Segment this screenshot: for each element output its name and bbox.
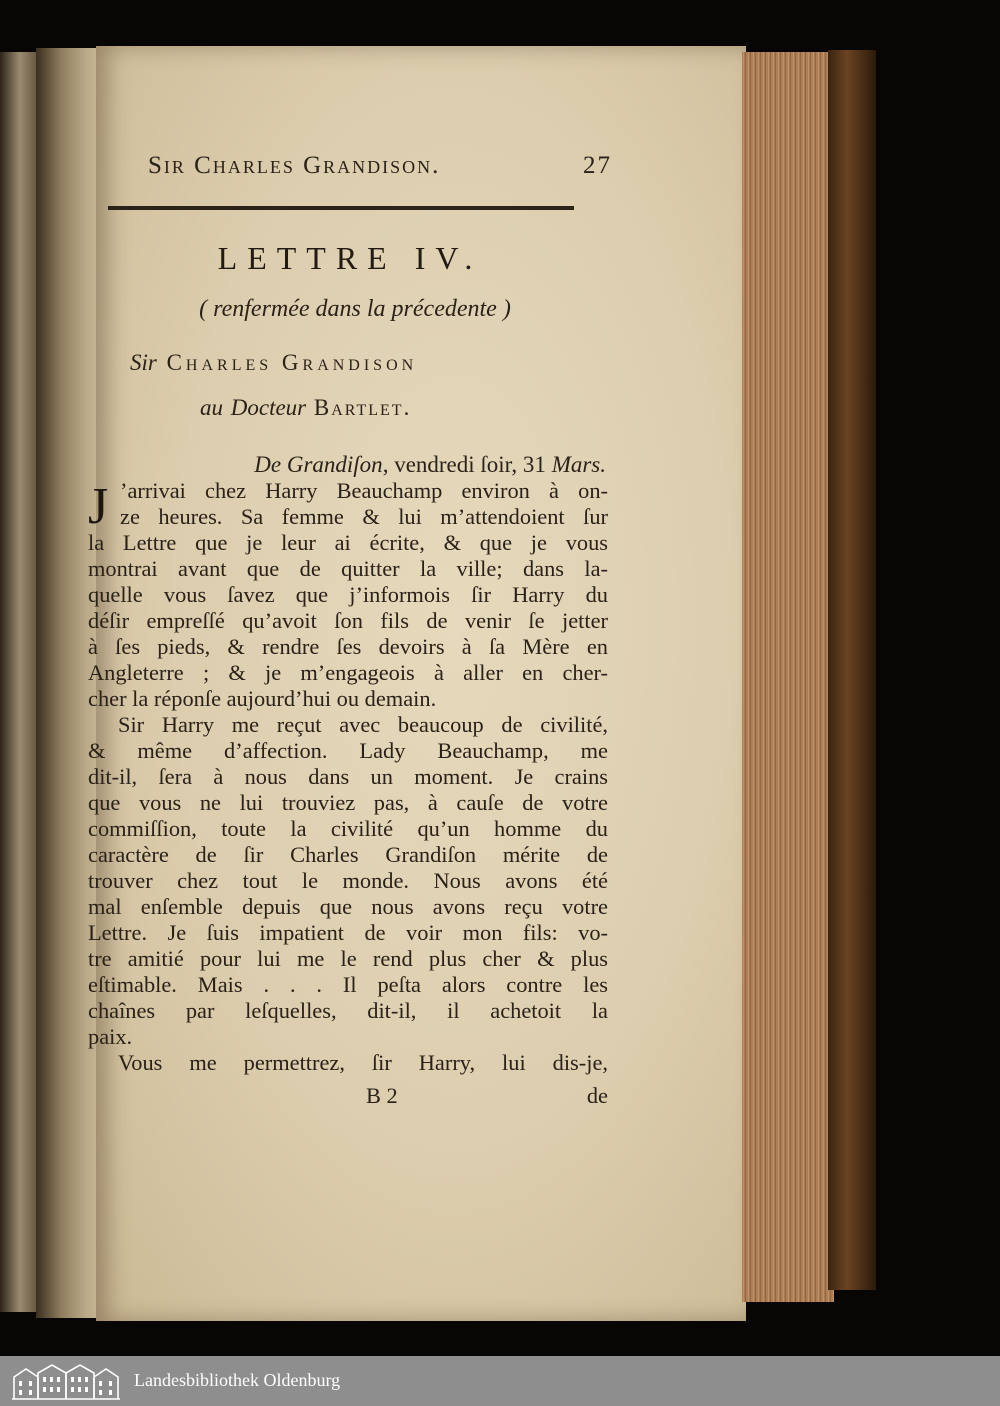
letter-recipient — [200, 395, 600, 421]
letter-subtitle: ( renfermée dans la précedente ) — [199, 296, 511, 322]
first-paragraph — [88, 478, 608, 535]
page-header — [148, 152, 612, 192]
text-line: à ſes pieds, & rendre ſes devoirs à ſa Mère en — [88, 634, 608, 659]
page-number: 27 — [583, 152, 612, 179]
letter-body — [88, 478, 608, 1076]
text-line: mal enſemble depuis que nous avons reçu votre — [88, 894, 608, 919]
text-line: ’arrivai chez Harry Beauchamp environ à on- — [120, 478, 608, 503]
text-line: tre amitié pour lui me le rend plus cher & plus — [88, 946, 608, 971]
dateline-month: Mars. — [551, 452, 606, 477]
institution-name: Landesbibliothek Oldenburg — [134, 1370, 341, 1390]
text-line: dit-il, ſera à nous dans un moment. Je crains — [88, 764, 608, 789]
header-rule — [108, 206, 574, 210]
catchword: de — [586, 1083, 608, 1108]
book-cover — [828, 50, 876, 1290]
text-line: Sir Harry me reçut avec beaucoup de civilité, — [118, 712, 608, 737]
dateline — [180, 452, 606, 478]
library-building-icon — [12, 1361, 122, 1401]
text-line: que vous ne lui trouviez pas, à cauſe de votre — [88, 790, 608, 815]
dateline-place: De Grandiſon — [254, 452, 383, 477]
text-line: Vous me permettrez, ſir Harry, lui dis-je, — [118, 1050, 608, 1075]
page-edges — [742, 52, 834, 1302]
text-line: déſir empreſſé qu’avoit ſon fils de venir ſe jetter — [88, 608, 608, 633]
text-line: eſtimable. Mais . . . Il peſta alors contre les — [88, 972, 608, 997]
text-line: Lettre. Je ſuis impatient de voir mon fils: vo- — [88, 920, 608, 945]
text-line: chaînes par leſquelles, dit-il, il achetoit la — [88, 998, 608, 1023]
text-line: cher la réponſe aujourd’hui ou demain. — [88, 686, 437, 711]
text-line: & même d’affection. Lady Beauchamp, me — [88, 738, 608, 763]
dateline-day: , vendredi ſoir, 31 — [382, 452, 546, 477]
text-line: commiſſion, toute la civilité qu’un homme du — [88, 816, 608, 841]
signature-mark: B 2 — [366, 1083, 398, 1108]
recipient-name: Bartlet. — [313, 395, 412, 420]
text-line: quelle vous ſavez que j’informois ſir Harry du — [88, 582, 608, 607]
facing-page-edge — [0, 52, 36, 1312]
sender-prefix: Sir — [130, 350, 157, 375]
text-line: paix. — [88, 1024, 133, 1049]
recipient-title: Docteur — [230, 395, 307, 420]
text-line: Angleterre ; & je m’engageois à aller en cher- — [88, 660, 608, 685]
sender-name: Charles Grandison — [166, 350, 418, 375]
drop-cap: J — [88, 478, 109, 535]
library-banner — [0, 1356, 1000, 1406]
text-line: montrai avant que de quitter la ville; dans la- — [88, 556, 608, 581]
text-line: ze heures. Sa femme & lui m’attendoient ſur — [120, 504, 608, 529]
text-line: trouver chez tout le monde. Nous avons été — [88, 868, 608, 893]
text-line: la Lettre que je leur ai écrite, & que je vous — [88, 530, 608, 555]
recipient-prefix: au — [200, 395, 223, 420]
letter-sender — [130, 350, 600, 376]
running-head: Sir Charles Grandison. — [148, 152, 441, 179]
page-footer — [108, 1083, 608, 1113]
text-line: caractère de ſir Charles Grandiſon mérite de — [88, 842, 608, 867]
letter-title: LETTRE IV. — [217, 240, 483, 276]
